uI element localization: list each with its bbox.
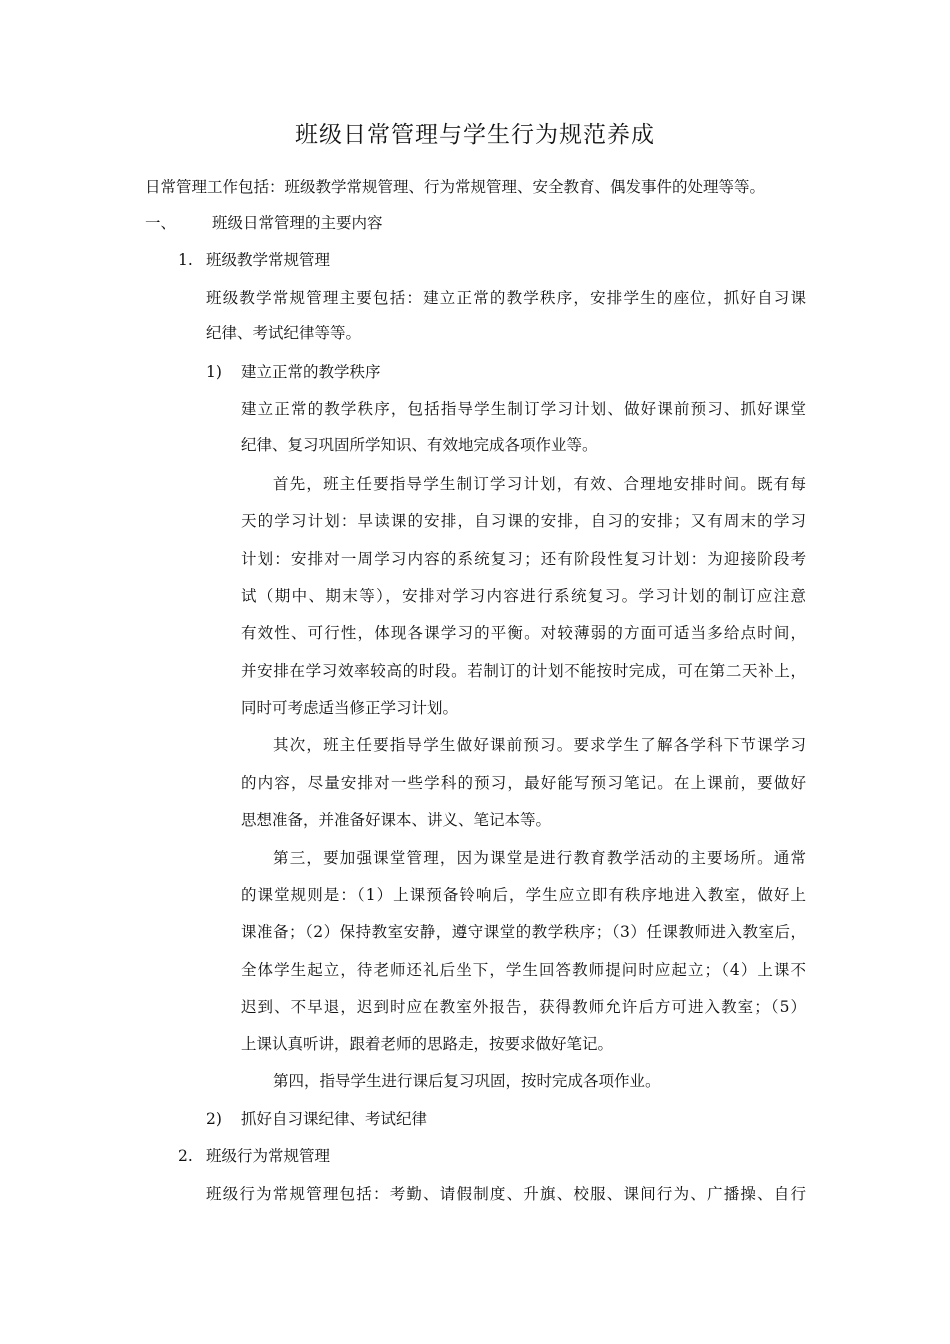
- paragraph-line: 的内容，尽量安排对一些学科的预习，最好能写预习笔记。在上课前，要做好: [241, 774, 806, 792]
- paragraph-line: 首先，班主任要指导学生制订学习计划，有效、合理地安排时间。既有每: [273, 475, 806, 493]
- subitem-heading: 建立正常的教学秩序: [241, 363, 381, 381]
- paragraph-line: 纪律、复习巩固所学知识、有效地完成各项作业等。: [241, 436, 598, 454]
- section-heading: 班级日常管理的主要内容: [212, 214, 383, 232]
- item-heading: 班级教学常规管理: [206, 251, 331, 269]
- document-title: 班级日常管理与学生行为规范养成: [295, 122, 655, 148]
- subitem-number: 1): [206, 363, 222, 381]
- paragraph-line: 同时可考虑适当修正学习计划。: [241, 699, 459, 717]
- paragraph-line: 上课认真听讲，跟着老师的思路走，按要求做好笔记。: [241, 1035, 614, 1053]
- paragraph-line: 其次，班主任要指导学生做好课前预习。要求学生了解各学科下节课学习: [273, 736, 806, 754]
- paragraph-line: 课准备；（2）保持教室安静，遵守课堂的教学秩序；（3）任课教师进入教室后，: [241, 923, 806, 941]
- paragraph-line: 班级教学常规管理主要包括：建立正常的教学秩序，安排学生的座位，抓好自习课: [206, 289, 806, 307]
- intro-paragraph: 日常管理工作包括：班级教学常规管理、行为常规管理、安全教育、偶发事件的处理等等。: [145, 178, 766, 196]
- paragraph-line: 建立正常的教学秩序，包括指导学生制订学习计划、做好课前预习、抓好课堂: [241, 400, 806, 418]
- paragraph-line: 思想准备，并准备好课本、讲义、笔记本等。: [241, 811, 552, 829]
- paragraph-line: 的课堂规则是：（1）上课预备铃响后，学生应立即有秩序地进入教室，做好上: [241, 886, 806, 904]
- paragraph-line: 第四，指导学生进行课后复习巩固，按时完成各项作业。: [273, 1072, 661, 1090]
- paragraph-line: 纪律、考试纪律等等。: [206, 324, 362, 342]
- paragraph-line: 迟到、不早退，迟到时应在教室外报告，获得教师允许后方可进入教室；（5）: [241, 998, 806, 1016]
- subitem-number: 2): [206, 1110, 222, 1128]
- paragraph-line: 全体学生起立，待老师还礼后坐下，学生回答教师提问时应起立；（4）上课不: [241, 961, 806, 979]
- paragraph-line: 第三，要加强课堂管理，因为课堂是进行教育教学活动的主要场所。通常: [273, 849, 806, 867]
- paragraph-line: 试（期中、期末等），安排对学习内容进行系统复习。学习计划的制订应注意: [241, 587, 806, 605]
- item-number: 2.: [178, 1147, 193, 1165]
- item-heading: 班级行为常规管理: [206, 1147, 331, 1165]
- paragraph-line: 班级行为常规管理包括：考勤、请假制度、升旗、校服、课间行为、广播操、自行: [206, 1185, 806, 1203]
- paragraph-line: 有效性、可行性，体现各课学习的平衡。对较薄弱的方面可适当多给点时间，: [241, 624, 806, 642]
- item-number: 1.: [178, 251, 193, 269]
- paragraph-line: 并安排在学习效率较高的时段。若制订的计划不能按时完成，可在第二天补上，: [241, 662, 806, 680]
- paragraph-line: 计划：安排对一周学习内容的系统复习；还有阶段性复习计划：为迎接阶段考: [241, 550, 806, 568]
- paragraph-line: 天的学习计划：早读课的安排，自习课的安排，自习的安排；又有周末的学习: [241, 512, 806, 530]
- section-number: 一、: [145, 214, 177, 232]
- subitem-heading: 抓好自习课纪律、考试纪律: [241, 1110, 428, 1128]
